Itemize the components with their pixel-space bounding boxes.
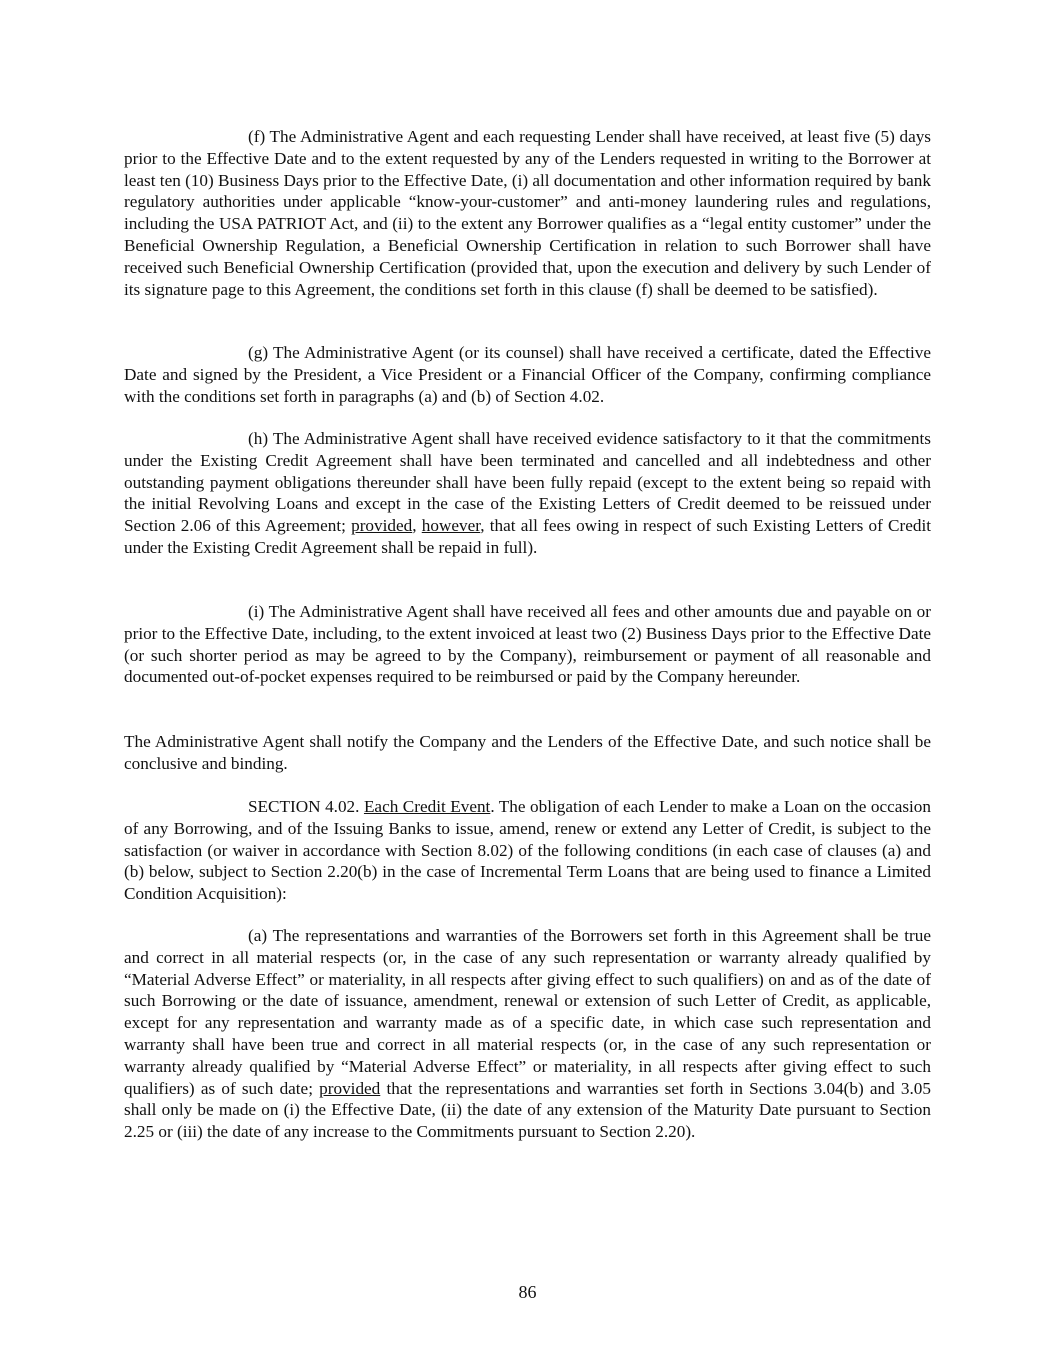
section-heading: Each Credit Event xyxy=(363,797,491,816)
paragraph-i: (i) The Administrative Agent shall have received all fees and other amounts due and payable on or prior to the Effective Date, including, to the extent invoiced at least two (2) Business Days prior to the Effective Date (or such shorter period as may be agreed to by the Company), reimbursement or payment of all reasonable and documented out-of-pocket expenses required to be reimbursed or paid by the Company hereunder. xyxy=(124,602,931,687)
paragraph-h-text-1: (h) The Administrative Agent shall have received evidence satisfactory to it that the commitments under the Existing Credit Agreement shall have been terminated and cancelled and all indebtedness and other outstanding payment obligations thereunder shall have been fully repaid (except to the extent being so repaid with the initial Revolving Loans and except in the case of the Existing Letters of Credit deemed to be reissued under Section 2.06 of this Agreement; xyxy=(124,429,931,536)
provided-term-a: provided xyxy=(319,1078,381,1098)
paragraph-h xyxy=(124,428,931,559)
paragraph-a-text-2: that the representations and warranties set forth in Sections 3.04(b) and 3.05 shall only be made on (i) the Effective Date, (ii) the date of any extension of the Maturity Date pursuant to Section 2.25 or (iii) the date of any increase to the Commitments pursuant to Section 2.20). xyxy=(124,1078,931,1142)
effective-date-notice: The Administrative Agent shall notify the Company and the Lenders of the Effective Date, and such notice shall be conclusive and binding. xyxy=(124,732,931,773)
section-body: . The obligation of each Lender to make a Loan on the occasion of any Borrowing, and of the Issuing Banks to issue, amend, renew or extend any Letter of Credit, is subject to the satisfaction (or waiver in accordance with Section 8.02) of the following conditions (in each case of clauses (a) and (b) below, subject to Section 2.20(b) in the case of Incremental Term Loans that are being used to finance a Limited Condition Acquisition): xyxy=(124,797,931,904)
paragraph-h-comma: , xyxy=(412,516,422,536)
paragraph-f: (f) The Administrative Agent and each requesting Lender shall have received, at least five (5) days prior to the Effective Date and to the extent requested by any of the Lenders requested in writing to the Borrower at least ten (10) Business Days prior to the Effective Date, (i) all documentation and other information required by bank regulatory authorities under applicable “know-your-customer” and anti-money laundering rules and regulations, including the USA PATRIOT Act, and (ii) to the extent any Borrower qualifies as a “legal entity customer” under the Beneficial Ownership Regulation, a Beneficial Ownership Certification in relation to such Borrower shall have received such Beneficial Ownership Certification (provided that, upon the execution and delivery by such Lender of its signature page to this Agreement, the conditions set forth in this clause (f) shall be deemed to be satisfied). xyxy=(124,127,931,299)
section-4-02 xyxy=(124,796,931,905)
paragraph-a-text-1: (a) The representations and warranties of the Borrowers set forth in this Agreement shall be true and correct in all material respects (or, in the case of any such representation or warranty already qualified by “Material Adverse Effect” or materiality, in all respects after giving effect to such qualifiers) on and as of the date of such Borrowing or the date of issuance, amendment, renewal or extension of such Letter of Credit, as applicable, except for any representation and warranty made as of a specific date, in which case such representation and warranty shall have been true and correct in all material respects (or, in the case of any such representation or warranty already qualified by “Material Adverse Effect” or materiality, in all respects after giving effect to such qualifiers) as of such date; xyxy=(124,926,931,1098)
paragraph-h-text-2: , that all fees owing in respect of such Existing Letters of Credit under the Existing Credit Agreement shall be repaid in full). xyxy=(124,516,932,557)
page-number: 86 xyxy=(518,1282,537,1302)
paragraph-g: (g) The Administrative Agent (or its counsel) shall have received a certificate, dated the Effective Date and signed by the President, a Vice President or a Financial Officer of the Company, confirming compliance with the conditions set forth in paragraphs (a) and (b) of Section 4.02. xyxy=(124,343,931,406)
paragraph-a xyxy=(124,925,931,1143)
provided-term: provided xyxy=(351,516,413,536)
however-term: however xyxy=(421,516,481,536)
section-number: SECTION 4.02. xyxy=(248,797,364,816)
